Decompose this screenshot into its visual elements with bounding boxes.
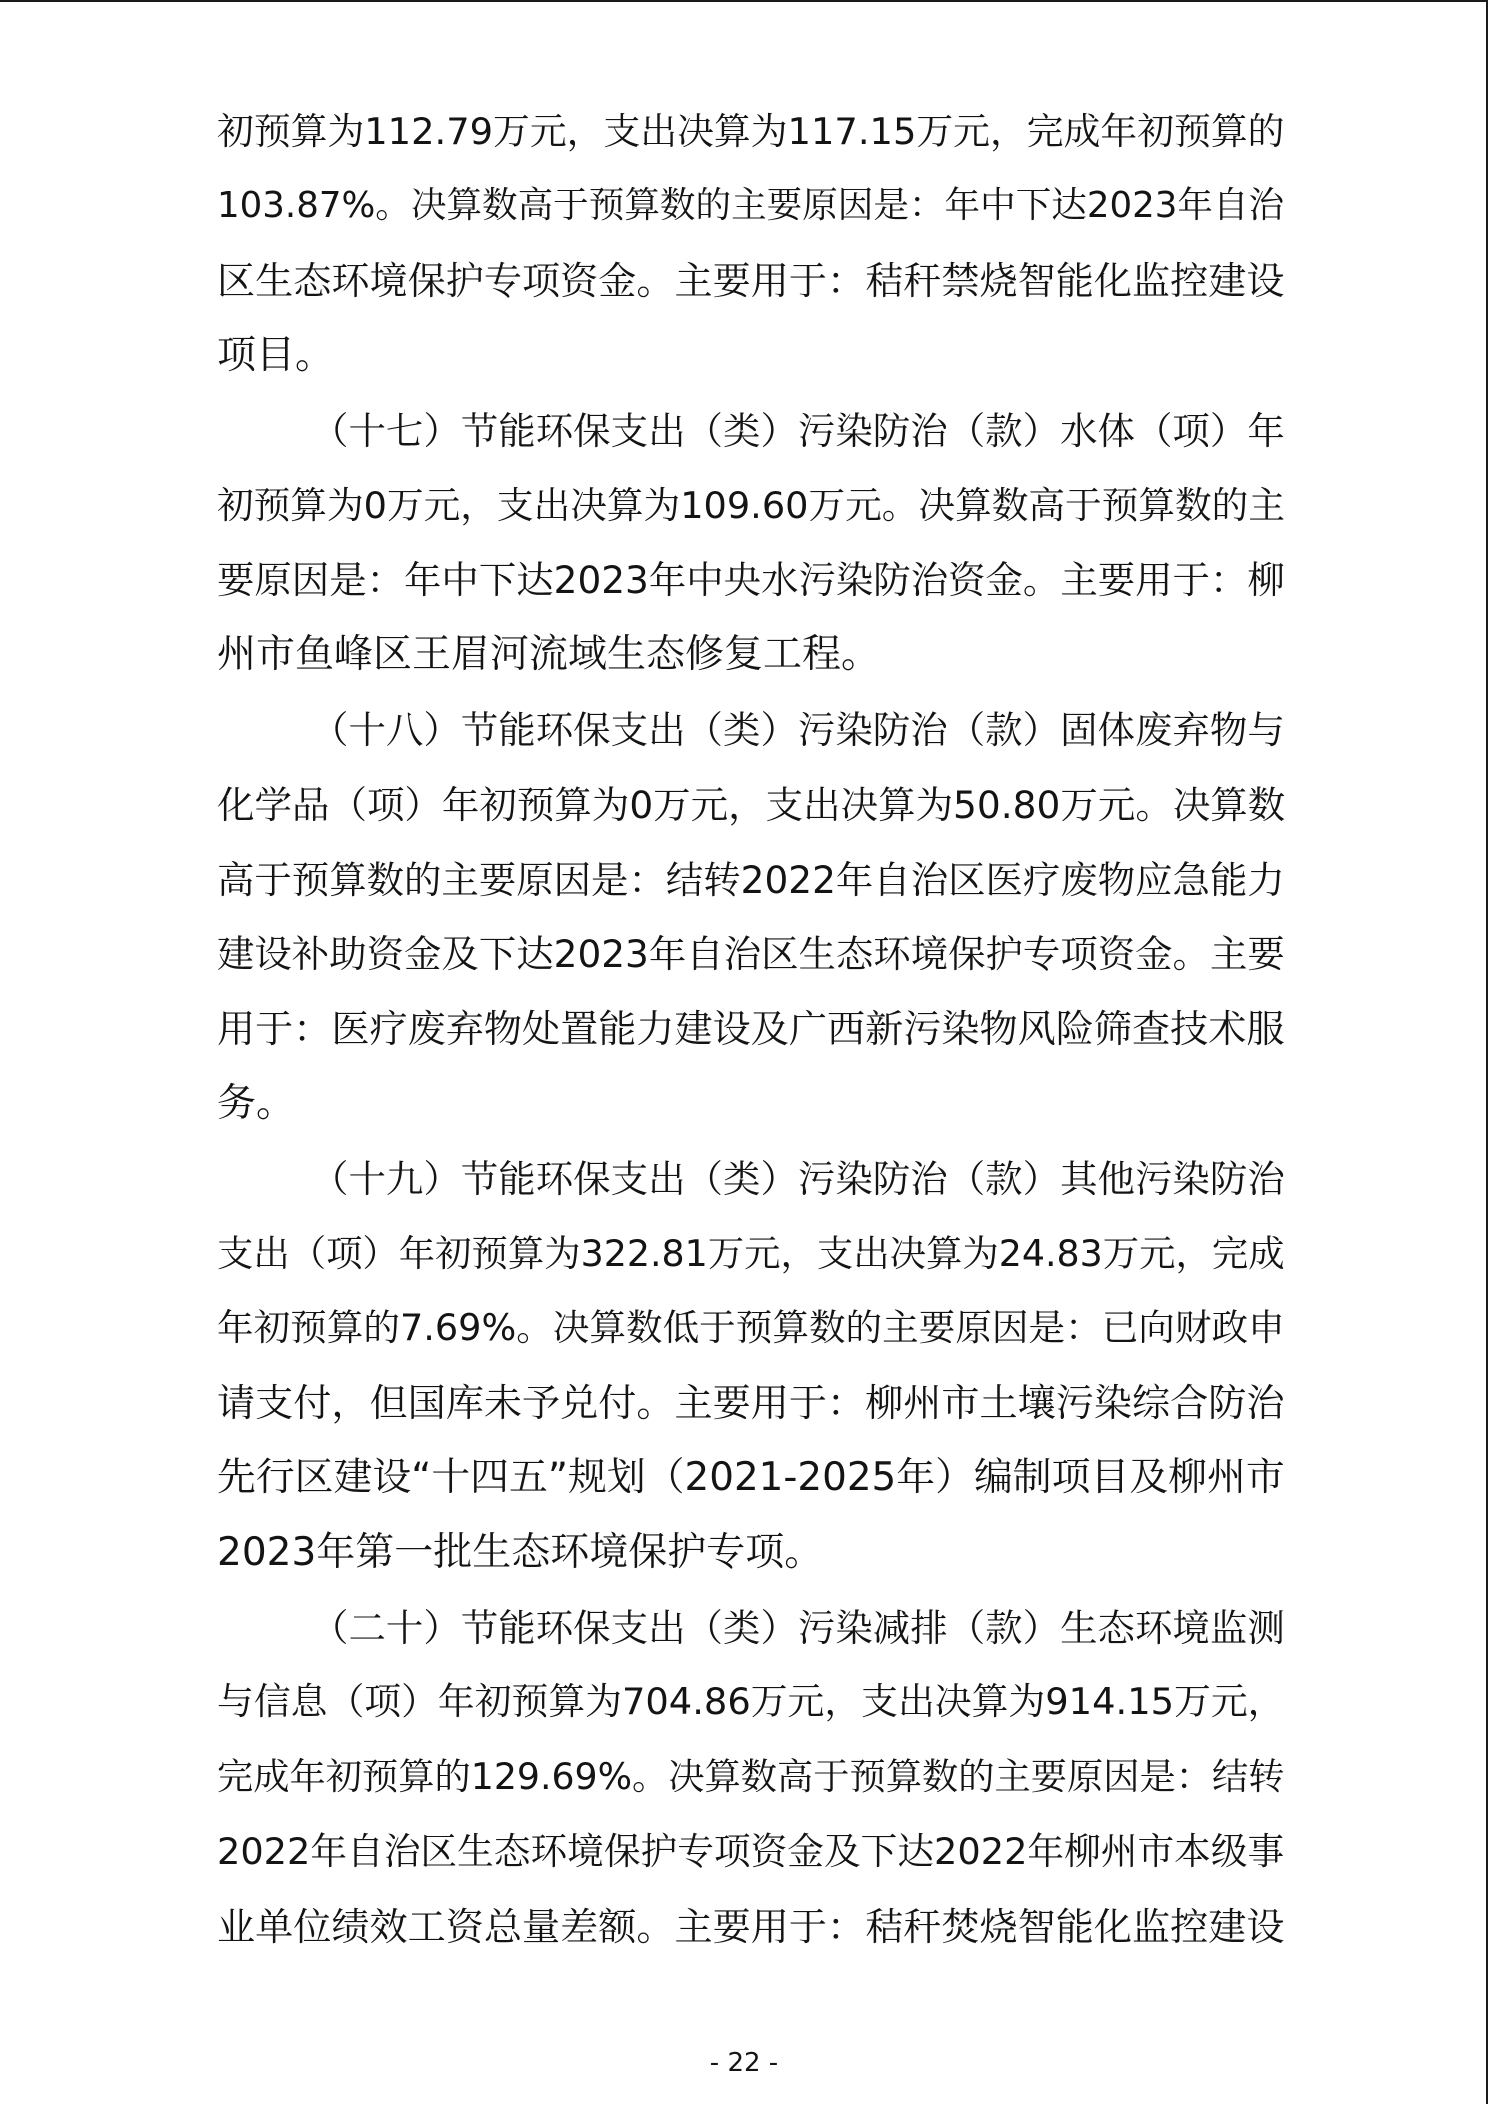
body-text-line: 完成年初预算的129.69%。决算数高于预算数的主要原因是：结转 <box>217 1755 1285 1798</box>
paragraph-heading-17: （十七）节能环保支出（类）污染防治（款）水体（项）年 <box>311 409 1285 453</box>
body-text-line: 103.87%。决算数高于预算数的主要原因是：年中下达2023年自治 <box>217 185 1285 226</box>
body-text-line: 州市鱼峰区王眉河流域生态修复工程。 <box>217 632 881 677</box>
paragraph-heading-20: （二十）节能环保支出（类）污染减排（款）生态环境监测 <box>311 1606 1285 1650</box>
body-text-line: 支出（项）年初预算为322.81万元，支出决算为24.83万元，完成 <box>217 1232 1285 1275</box>
body-text-line: 务。 <box>217 1081 296 1126</box>
body-text-line: 化学品（项）年初预算为0万元，支出决算为50.80万元。决算数 <box>217 783 1286 827</box>
body-text-line: 请支付，但国库未予兑付。主要用于：柳州市土壤污染综合防治 <box>217 1381 1285 1425</box>
body-text-line: 年初预算的7.69%。决算数低于预算数的主要原因是：已向财政申 <box>217 1306 1285 1349</box>
body-text-line: 初预算为0万元，支出决算为109.60万元。决算数高于预算数的主 <box>217 484 1285 527</box>
body-text-line: 2022年自治区生态环境保护专项资金及下达2022年柳州市本级事 <box>217 1830 1285 1873</box>
body-text-line: 初预算为112.79万元，支出决算为117.15万元，完成年初预算的 <box>217 110 1285 153</box>
paragraph-heading-19: （十九）节能环保支出（类）污染防治（款）其他污染防治 <box>311 1157 1285 1201</box>
body-text-line: 与信息（项）年初预算为704.86万元，支出决算为914.15万元， <box>217 1680 1285 1723</box>
body-text-line: 区生态环境保护专项资金。主要用于：秸秆禁烧智能化监控建设 <box>217 259 1285 303</box>
body-text-line: 2023年第一批生态环境保护专项。 <box>217 1530 824 1575</box>
paragraph-heading-18: （十八）节能环保支出（类）污染防治（款）固体废弃物与 <box>311 708 1285 752</box>
body-text-line: 项目。 <box>217 333 335 378</box>
body-text-line: 先行区建设“十四五”规划（2021-2025年）编制项目及柳州市 <box>217 1455 1285 1500</box>
body-text-line: 业单位绩效工资总量差额。主要用于：秸秆焚烧智能化监控建设 <box>217 1905 1285 1949</box>
body-text-line: 高于预算数的主要原因是：结转2022年自治区医疗废物应急能力 <box>217 858 1285 902</box>
body-text-line: 建设补助资金及下达2023年自治区生态环境保护专项资金。主要 <box>217 932 1285 976</box>
body-text-line: 用于：医疗废弃物处置能力建设及广西新污染物风险筛查技术服 <box>217 1007 1285 1051</box>
body-text-line: 要原因是：年中下达2023年中央水污染防治资金。主要用于：柳 <box>217 558 1285 602</box>
page-number: - 22 - <box>709 2048 779 2078</box>
